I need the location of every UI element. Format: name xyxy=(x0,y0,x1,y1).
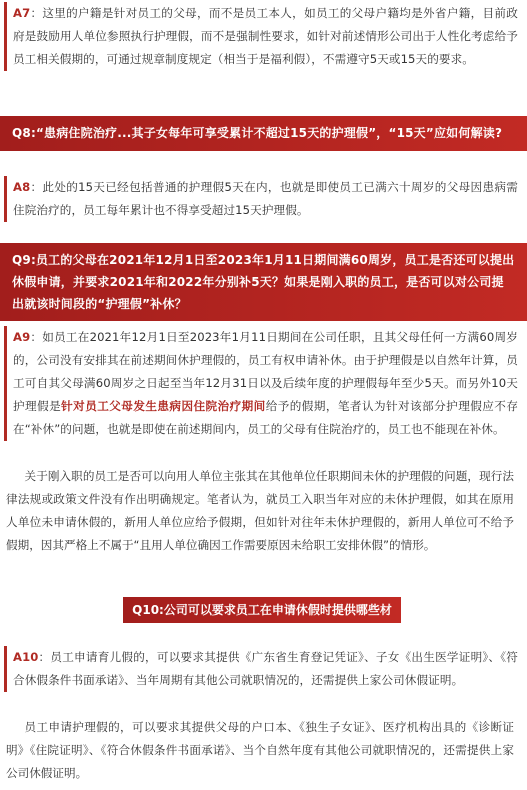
answer-text: ：员工申请育儿假的，可以要求其提供《广东省生育登记凭证》、子女《出生医学证明》、《符合休假条件书面承诺》、当年周期有其他公司就职情况的，还需提供上家公司休假证明。 xyxy=(13,650,518,687)
answer-text: 给予的假期，笔者认为针对该部分护理假应不存在“补休”的问题，也就是即使在前述期间内，员工的父母有住院治疗的，员工也不能现在补休。 xyxy=(13,399,519,436)
answer-label: A7 xyxy=(13,6,31,20)
answer-label: A8 xyxy=(13,180,31,194)
answer-a9 xyxy=(4,326,518,441)
question-q10-banner xyxy=(123,597,401,643)
answer-text: ：这里的户籍是针对员工的父母，而不是员工本人，如员工的父母户籍均是外省户籍，目前政府是鼓励用人单位参照执行护理假，而不是强制性要求，如针对前述情形公司出于人性化考虑给予员工相关假期的，可通过规章制度规定（相当于是福利假），不需遵守5天或15天的要求。 xyxy=(13,6,518,66)
question-q9-banner xyxy=(0,243,527,321)
answer-text: ：如员工在2021年12月1日至2023年1月11日期间在公司任职，且其父母任何一方满60周岁的，公司没有安排其在前述期间休护理假的，员工有权申请补休。由于护理假是以自然年计算，员工可自其父母满60周岁之日起至当年12月31日以及后续年度的护理假每年至少5天。而另外10天护理假是 xyxy=(13,330,518,413)
nursing-leave-paragraph: 员工申请护理假的，可以要求其提供父母的户口本、《独生子女证》、医疗机构出具的《诊断证明》《住院证明》、《符合休假条件书面承诺》、当个自然年度有其他公司就职情况的，还需提供上家公司休假证明。 xyxy=(6,720,514,780)
new-employee-paragraph: 关于刚入职的员工是否可以向用人单位主张其在其他单位任职期间未休的护理假的问题，现行法律法规或政策文件没有作出明确规定。笔者认为，就员工入职当年对应的未休护理假，如其在原用人单位未申请休假的，新用人单位应给予假期，但如针对往年未休护理假的，新用人单位可不给予假期，因其严格上不属于“且用人单位确因工作需要原因未给职工安排休假”的情形。 xyxy=(6,469,514,552)
answer-highlight: 针对员工父母发生患病因住院治疗期间 xyxy=(61,399,266,413)
question-q8-banner xyxy=(0,116,527,151)
question-text: Q10:公司可以要求员工在申请休假时提供哪些材料？ xyxy=(132,603,392,643)
question-text: Q8:“患病住院治疗...其子女每年可享受累计不超过15天的护理假”，“15天”应如何解读? xyxy=(12,126,503,140)
answer-a10 xyxy=(4,646,518,692)
answer-label: A10 xyxy=(13,650,39,664)
question-text: Q9:员工的父母在2021年12月1日至2023年1月11日期间满60周岁，员工是否还可以提出休假申请，并要求2021年和2022年分别补5天？如果是刚入职的员工，是否可以对公司提出就该时间段的“护理假”补休？ xyxy=(12,253,515,311)
answer-a7 xyxy=(4,2,518,71)
answer-label: A9 xyxy=(13,330,31,344)
answer-a8 xyxy=(4,176,518,222)
answer-text: ：此处的15天已经包括普通的护理假5天在内，也就是即使员工已满六十周岁的父母因患病需住院治疗的，员工每年累计也不得享受超过15天护理假。 xyxy=(13,180,518,217)
